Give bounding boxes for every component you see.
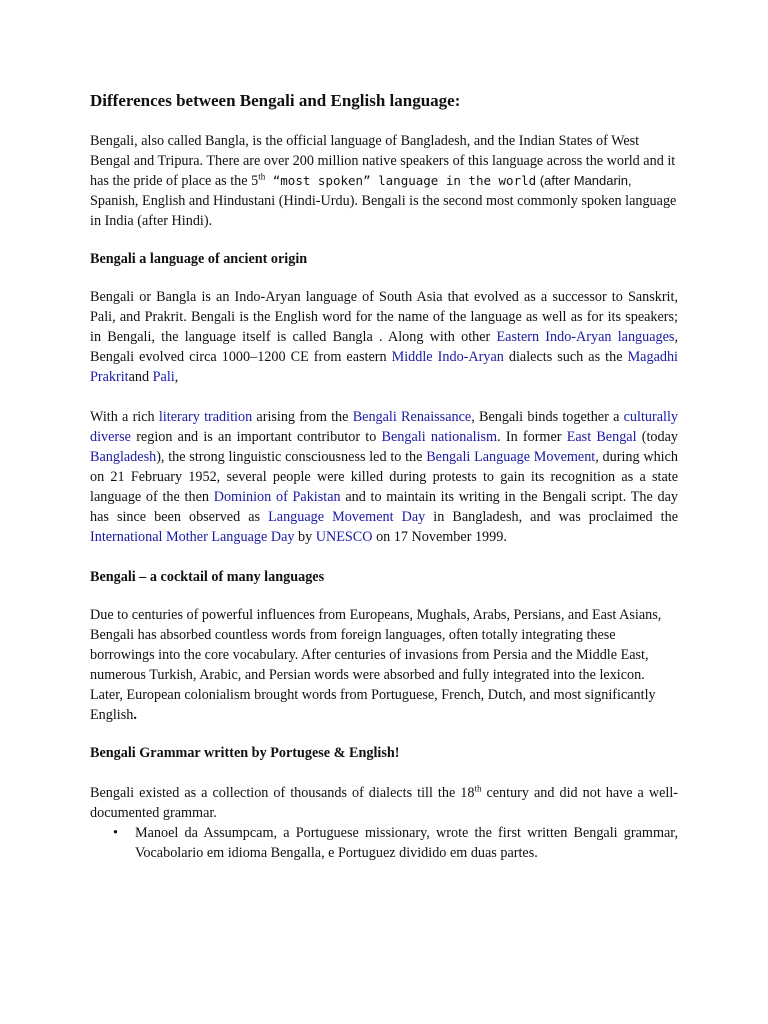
bullet-icon: • <box>113 825 118 841</box>
link-unesco[interactable]: UNESCO <box>315 529 373 545</box>
section-heading-grammar: Bengali Grammar written by Portugese & English! <box>90 745 400 761</box>
link-eastern-indo-aryan[interactable]: Eastern Indo-Aryan languages <box>496 329 675 345</box>
link-bengali-language-movement[interactable]: Bengali Language Movement <box>426 449 596 465</box>
tradition-paragraph: With a rich literary tradition arising from the Bengali Renaissance, Bengali binds together a culturally diverse region and is an important contributor to Bengali nationalism. In former East Bengal (today Bangladesh), the strong linguistic consciousness led to the Bengali Language Movement, during which on 21 February 1952, several people were killed during protests to gain its recognition as a state language of the then Dominion of Pakistan and to maintain its writing in the Bengali script. The day has since been observed as Language Movement Day in Bangladesh, and was proclaimed the International Mother Language Day by UNESCO on 17 November 1999. <box>90 409 679 545</box>
superscript: th <box>474 783 482 794</box>
link-literary-tradition[interactable]: literary tradition <box>158 409 253 425</box>
superscript: th <box>258 171 266 182</box>
link-east-bengal[interactable]: East Bengal <box>566 429 637 445</box>
grammar-paragraph: Bengali existed as a collection of thousands of dialects till the 18th century and did not have a well-documented grammar. <box>90 783 679 821</box>
page-title: Differences between Bengali and English language: <box>90 91 461 110</box>
link-middle-indo-aryan[interactable]: Middle Indo-Aryan <box>391 349 504 365</box>
cocktail-paragraph: Due to centuries of powerful influences from Europeans, Mughals, Arabs, Persians, and East Asians, Bengali has absorbed countless words from foreign languages, often totally integrating these borrowings into the core vocabulary. After centuries of invasions from Persia and the Middle East, numerous Turkish, Arabic, and Persian words were absorbed and fully integrated into the lexicon. Later, European colonialism brought words from Portuguese, French, Dutch, and most significantly English. <box>90 607 662 723</box>
link-bangladesh[interactable]: Bangladesh <box>90 449 157 465</box>
list-item: • Manoel da Assumpcam, a Portuguese missionary, wrote the first written Bengali grammar, Vocabolario em idioma Bengalla, e Portuguez dividido em duas partes. <box>113 825 678 861</box>
origin-paragraph: Bengali or Bangla is an Indo-Aryan language of South Asia that evolved as a successor to Sanskrit, Pali, and Prakrit. Bengali is the English word for the name of the language as well as for its speakers; in Bengali, the language itself is called Bangla . Along with other Eastern Indo-Aryan languages, Bengali evolved circa 1000–1200 CE from eastern Middle Indo-Aryan dialects such as the Magadhi Prakritand Pali, <box>90 289 678 385</box>
link-magadhi-prakrit[interactable]: Magadhi Prakrit <box>90 349 678 385</box>
link-international-mother-language-day[interactable]: International Mother Language Day <box>90 529 295 545</box>
quoted-phrase: “most spoken” language in the world <box>265 173 537 188</box>
intro-paragraph: Bengali, also called Bangla, is the official language of Bangladesh, and the Indian States of West Bengal and Tripura. There are over 200 million native speakers of this language across the world and it has the pride of place as the 5th “most spoken” language in the world (after Mandarin, Spanish, English and Hindustani (Hindi-Urdu). Bengali is the second most commonly spoken language in India (after Hindi). <box>90 133 677 229</box>
link-language-movement-day[interactable]: Language Movement Day <box>268 509 426 525</box>
link-bengali-renaissance[interactable]: Bengali Renaissance <box>352 409 472 425</box>
bullet-list <box>90 823 678 863</box>
section-heading-cocktail: Bengali – a cocktail of many languages <box>90 569 325 585</box>
section-heading-origin: Bengali a language of ancient origin <box>90 251 308 267</box>
link-dominion-of-pakistan[interactable]: Dominion of Pakistan <box>213 489 341 505</box>
link-pali[interactable]: Pali <box>152 369 175 385</box>
link-culturally-diverse[interactable]: culturally diverse <box>90 409 678 445</box>
link-bengali-nationalism[interactable]: Bengali nationalism <box>381 429 498 445</box>
